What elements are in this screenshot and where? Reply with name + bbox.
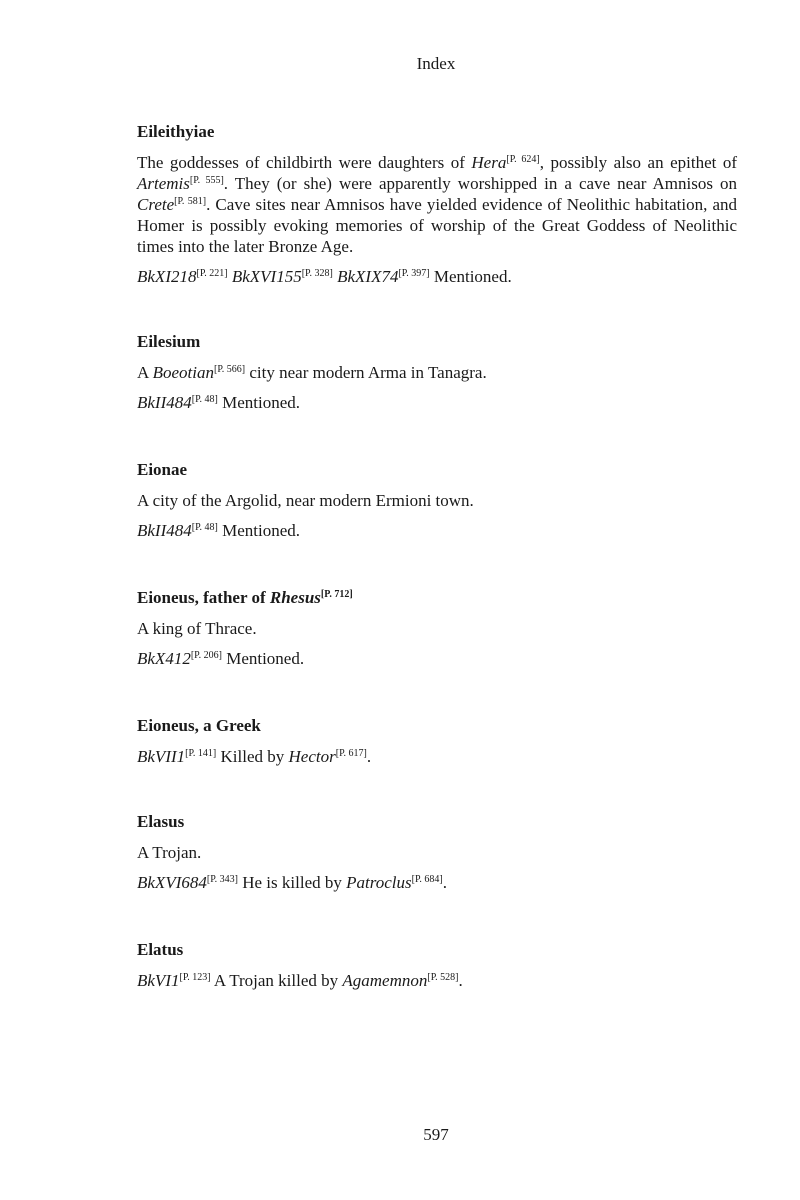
entry-references <box>137 872 737 893</box>
entry-heading: Eioneus, a Greek <box>137 716 261 735</box>
text-run: Killed by <box>216 747 289 766</box>
entry-references <box>137 746 737 767</box>
text-run: Mentioned. <box>217 393 301 412</box>
text-run: A city of the Argolid, near modern Ermioni town. <box>137 491 474 510</box>
page-reference: [P. 343] <box>206 874 238 885</box>
text-run: city near modern Arma in Tanagra. <box>245 363 487 382</box>
page-number <box>0 1125 800 1145</box>
page-reference: [P. 48] <box>191 394 218 405</box>
entry-description <box>137 490 737 511</box>
index-entry-elasus <box>137 812 737 893</box>
text-run: . They (or she) were apparently worshipped in a cave near Amnisos on <box>223 174 737 193</box>
entry-description <box>137 362 737 383</box>
page-reference: [P. 48] <box>191 522 218 533</box>
italic-term: BkXIX74 <box>337 267 399 286</box>
text-run: A king of Thrace. <box>137 619 257 638</box>
text-run: Mentioned. <box>217 521 301 540</box>
page-reference: [P. 617] <box>335 748 367 759</box>
page-reference: [P. 581] <box>174 196 207 207</box>
page-reference: [P. 555] <box>189 175 224 186</box>
text-run: Mentioned. <box>429 267 512 286</box>
index-entry-eilesium <box>137 332 737 413</box>
entry-references <box>137 648 737 669</box>
text-run: A <box>137 363 153 382</box>
italic-term: BkVI1 <box>137 971 180 990</box>
italic-term: Crete <box>137 195 175 214</box>
index-entry-eionae <box>137 460 737 541</box>
entry-heading: Eileithyiae <box>137 122 215 141</box>
entry-references <box>137 970 737 991</box>
entry-heading: Eilesium <box>137 332 201 351</box>
index-entry-eioneus-a-greek <box>137 716 737 767</box>
entry-heading <box>137 588 737 608</box>
italic-term: BkVII1 <box>137 747 186 766</box>
text-run: , possibly also an epithet of <box>539 153 738 172</box>
italic-term: BkXVI155 <box>231 267 302 286</box>
index-entry-eioneus-father-of-rhesus <box>137 588 737 669</box>
page-reference: [P. 141] <box>185 748 217 759</box>
page-reference: [P. 397] <box>398 268 430 279</box>
entry-heading: Eionae <box>137 460 188 479</box>
italic-term: Rhesus <box>269 588 321 607</box>
page-number-text: 597 <box>423 1125 449 1144</box>
text-run: . <box>442 873 447 892</box>
page-reference: [P. 221] <box>196 268 228 279</box>
running-head <box>0 54 800 74</box>
italic-term: BkX412 <box>137 649 191 668</box>
text-run: . <box>366 747 372 766</box>
italic-term: BkXVI684 <box>137 873 207 892</box>
text-run: A Trojan killed by <box>210 971 343 990</box>
entry-references <box>137 392 737 413</box>
italic-term: BkII484 <box>137 393 192 412</box>
text-run: The goddesses of childbirth were daughters of <box>137 153 472 172</box>
page-reference: [P. 712] <box>320 589 353 600</box>
entry-description <box>137 618 737 639</box>
index-entry-eileithyiae <box>137 122 737 287</box>
entry-references <box>137 266 737 287</box>
italic-term: BkXI218 <box>137 267 197 286</box>
entry-heading: Elatus <box>137 940 184 959</box>
italic-term: Hera <box>471 153 507 172</box>
italic-term: Artemis <box>137 174 190 193</box>
page-reference: [P. 566] <box>213 364 246 375</box>
italic-term: Agamemnon <box>342 971 428 990</box>
index-entry-elatus <box>137 940 737 991</box>
text-run: He is killed by <box>237 873 347 892</box>
entry-heading: Elasus <box>137 812 185 831</box>
entry-description <box>137 842 737 863</box>
italic-term: Boeotian <box>152 363 214 382</box>
page-reference: [P. 206] <box>190 650 222 661</box>
text-run: Eioneus, father of <box>137 588 270 607</box>
text-run: . Cave sites near Amnisos have yielded evidence of Neolithic habitation, and Homer is possibly evoking memories of worship of the Great Goddess of Neolithic times into the later Bronze Age. <box>137 195 737 256</box>
italic-term: Hector <box>288 747 336 766</box>
running-head-text: Index <box>416 54 456 73</box>
page-reference: [P. 123] <box>179 972 211 983</box>
entry-description <box>137 152 737 257</box>
page-reference: [P. 528] <box>427 972 459 983</box>
entry-references <box>137 520 737 541</box>
text-run: A Trojan. <box>137 843 202 862</box>
page-reference: [P. 624] <box>506 154 540 165</box>
text-run: . <box>458 971 463 990</box>
text-run: Mentioned. <box>221 649 305 668</box>
page-reference: [P. 684] <box>411 874 443 885</box>
italic-term: Patroclus <box>346 873 412 892</box>
italic-term: BkII484 <box>137 521 192 540</box>
page-reference: [P. 328] <box>301 268 333 279</box>
